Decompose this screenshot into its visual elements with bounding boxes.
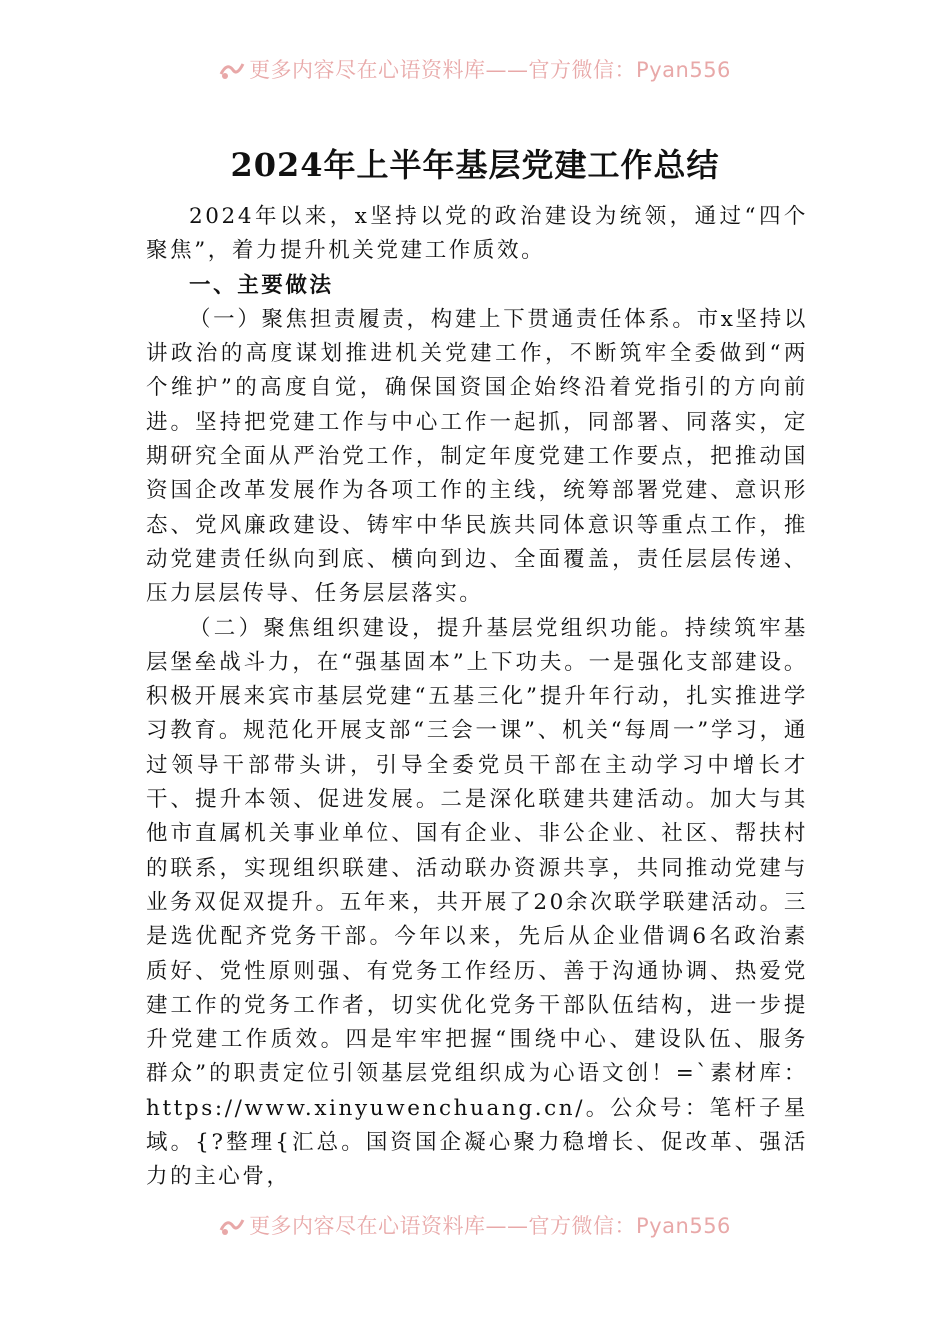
watermark-logo-icon <box>219 60 245 80</box>
paragraph-responsibility: （一）聚焦担责履责，构建上下贯通责任体系。市x坚持以讲政治的高度谋划推进机关党建工作，不断筑牢全委做到“两个维护”的高度自觉，确保国资国企始终沿着党指引的方向前进。坚持把党建工作与中心工作一起抓，同部署、同落实，定期研究全面从严治党工作，制定年度党建工作要点，把推动国资国企改革发展作为各项工作的主线，统筹部署党建、意识形态、党风廉政建设、铸牢中华民族共同体意识等重点工作，推动党建责任纵向到底、横向到边、全面覆盖，责任层层传递、压力层层传导、任务层层落实。 <box>146 306 808 607</box>
paragraph-text: （二）聚焦组织建设，提升基层党组织功能。持续筑牢基层堡垒战斗力，在“强基固本”上下功夫。一是强化支部建设。积极开展来宾市基层党建“五基三化”提升年行动，扎实推进学习教育。规范化开展支部“三会一课”、机关“每周一”学习，通过领导干部带头讲，引导全委党员干部在主动学习中增长才干、提升本领、促进发展。二是深化联建共建活动。加大与其他市直属机关事业单位、国有企业、非公企业、社区、帮扶村的联系，实现组织联建、活动联办资源共享，共同推动党建与业务双促双提升。五年来，共开展了20余次联学联建活动。三是选优配齐党务干部。今年以来，先后从企业借调6名政治素质好、党性原则强、有党务工作经历、善于沟通协调、热爱党建工作的党务工作者，切实优化党务干部队伍结构，进一步提升党建工作质效。四是牢牢把握“围绕中心、建设队伍、服务群众”的职责定位引领基层党组织成为心语文创！=`素材库： <box>146 615 808 1087</box>
intro-paragraph: 2024年以来，x坚持以党的政治建设为统领，通过“四个聚焦”，着力提升机关党建工作质效。 <box>146 204 808 264</box>
watermark-text: 更多内容尽在心语资料库——官方微信：Pyan556 <box>249 1214 731 1238</box>
paragraph-text-tail: 。公众号：笔杆子星域。{?整理{汇总。国资国企凝心聚力稳增长、促改革、强活力的主心骨， <box>146 1095 808 1190</box>
document-body <box>146 200 808 1195</box>
header-watermark <box>0 54 950 84</box>
source-url: https://www.xinyuwenchuang.cn/ <box>146 1095 586 1121</box>
footer-watermark <box>0 1210 950 1240</box>
section-heading: 一、主要做法 <box>189 272 334 298</box>
paragraph-organization <box>146 612 808 1195</box>
document-title: 2024年上半年基层党建工作总结 <box>230 146 720 184</box>
watermark-text: 更多内容尽在心语资料库——官方微信：Pyan556 <box>249 58 731 82</box>
watermark-logo-icon <box>219 1216 245 1236</box>
